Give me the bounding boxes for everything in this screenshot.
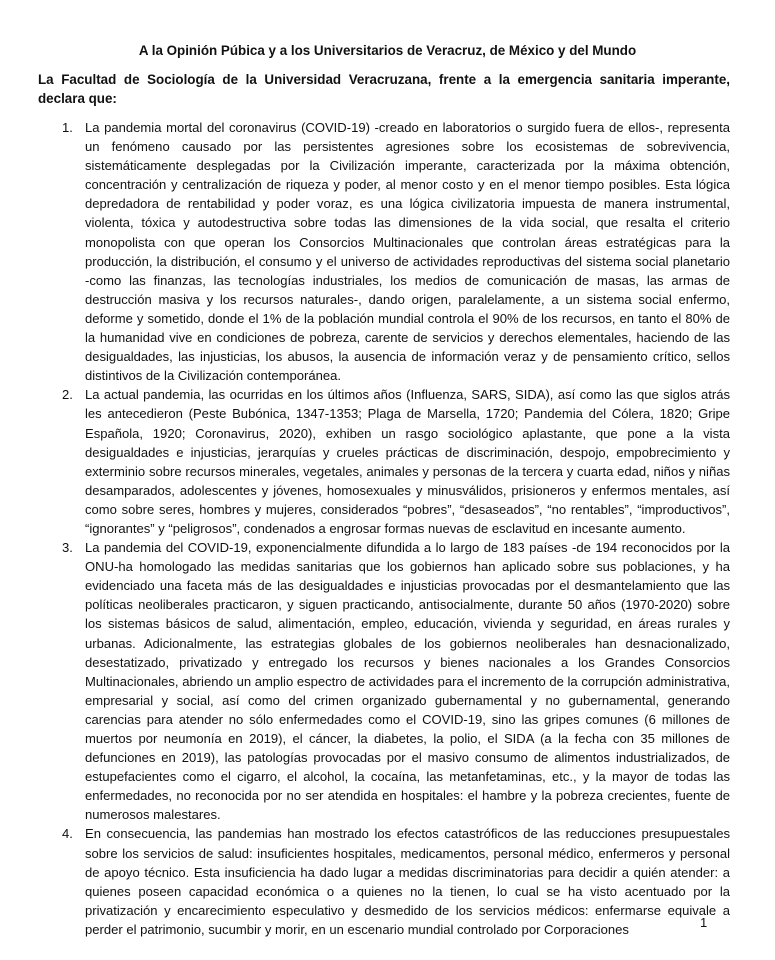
page-number: 1 — [700, 915, 708, 930]
list-item — [38, 385, 730, 538]
item-number: 2. — [62, 387, 73, 403]
item-text: La pandemia del COVID-19, exponencialmente difundida a lo largo de 183 países -de 194 reconocidos por la ONU-ha homologado las medidas sanitarias que los gobiernos han aplicado sobre sus poblaciones, y ha evidenciado una faceta más de las desigualdades e injusticias provocadas por el desmantelamiento que las políticas neoliberales practicaron, y siguen practicando, antisocialmente, durante 50 años (1970-2020) sobre los sistemas básicos de salud, alimentación, empleo, educación, vivienda y seguridad, en áreas rurales y urbanas. Adicionalmente, las estrategias globales de los gobiernos neoliberales han desnacionalizado, desestatizado, privatizado y entregado los recursos y bienes nacionales a los Grandes Consorcios Multinacionales, abriendo un amplio espectro de actividades para el incremento de la corrupción administrativa, empresarial y social, así como del crimen organizado gubernamental y no gubernamental, generando carencias para atender no sólo enfermedades como el COVID-19, sino las gripes comunes (6 millones de muertos por neumonía en 2019), el cáncer, la diabetes, la polio, el SIDA (a la fecha con 35 millones de defunciones en 2019), las patologías provocadas por el masivo consumo de alimentos industrializados, de estupefacientes como el cigarro, el alcohol, la cocaína, las metanfetaminas, etc., y la mayor de todas las enfermedades, no reconocida por no ser atendida en hospitales: el hambre y la pobreza crecientes, fuente de numerosos malestares. — [85, 540, 730, 823]
declaration-list — [38, 118, 730, 939]
item-number: 1. — [62, 120, 73, 135]
list-item — [38, 824, 730, 939]
item-number: 3. — [62, 540, 73, 556]
list-item — [38, 538, 730, 824]
item-text: La pandemia mortal del coronavirus (COVID-19) -creado en laboratorios o surgido fuera de ellos-, representa un fenómeno causado por las persistentes agresiones sobre los ecosistemas de sobrevivencia, sistemáticamente desplegadas por la Civilización imperante, caracterizada por la máxima obtención, concentración y centralización de riqueza y poder, al menor costo y en el menor tiempo posibles. Esta lógica depredadora de rentabilidad y poder voraz, es una lógica civilizatoria impuesta de manera instrumental, violenta, tóxica y autodestructiva sobre todas las dimensiones de la vida social, que resalta el criterio monopolista con que operan los Consorcios Multinacionales que controlan áreas estratégicas para la producción, la distribución, el consumo y el universo de actividades reproductivas del sistema social planetario -como las finanzas, las tecnologías industriales, los medios de comunicación de masas, las armas de destrucción masiva y los recursos naturales-, dando origen, paralelamente, a un sistema social enfermo, deforme y sometido, donde el 1% de la población mundial controla el 90% de los recursos, en tanto el 80% de la humanidad vive en condiciones de pobreza, carente de servicios y derechos elementales, haciendo de las desigualdades, las injusticias, los abusos, la ausencia de información veraz y de pensamiento crítico, sellos distintivos de la Civilización contemporánea. — [85, 120, 730, 384]
document-intro: La Facultad de Sociología de la Universidad Veracruzana, frente a la emergencia sanitaria imperante, declara que: — [38, 72, 730, 106]
item-number: 4. — [62, 826, 73, 842]
list-item — [38, 118, 730, 385]
document-title: A la Opinión Púbica y a los Universitarios de Veracruz, de México y del Mundo — [138, 43, 637, 58]
item-text: La actual pandemia, las ocurridas en los últimos años (Influenza, SARS, SIDA), así como las que siglos atrás les antecedieron (Peste Bubónica, 1347-1353; Plaga de Marsella, 1720; Pandemia del Cólera, 1820; Gripe Española, 1920; Coronavirus, 2020), exhiben un rasgo sociológico aplastante, que pone a la vista desigualdades e injusticias, jerarquías y crueles prácticas de discriminación, despojo, empobrecimiento y exterminio sobre recursos minerales, vegetales, animales y personas de la tercera y cuarta edad, niños y niñas desamparados, adolescentes y jóvenes, homosexuales y minusválidos, prisioneros y enfermos mentales, así como sobre seres, hombres y mujeres, considerados “pobres”, “desaseados”, “no rentables”, “improductivos”, “ignorantes” y “peligrosos”, condenados a engrosar formas nuevas de esclavitud en incesante aumento. — [85, 387, 730, 536]
item-text: En consecuencia, las pandemias han mostrado los efectos catastróficos de las reducciones presupuestales sobre los servicios de salud: insuficientes hospitales, medicamentos, personal médico, enfermeros y personal de apoyo técnico. Esta insuficiencia ha dado lugar a medidas discriminatorias para decidir a quién atender: a quienes poseen capacidad económica o a quienes no la tienen, lo cual se ha visto acentuado por la privatización y encarecimiento especulativo y desmedido de los servicios médicos: enfermarse equivale a perder el patrimonio, sucumbir y morir, en un escenario mundial controlado por Corporaciones — [85, 826, 730, 937]
